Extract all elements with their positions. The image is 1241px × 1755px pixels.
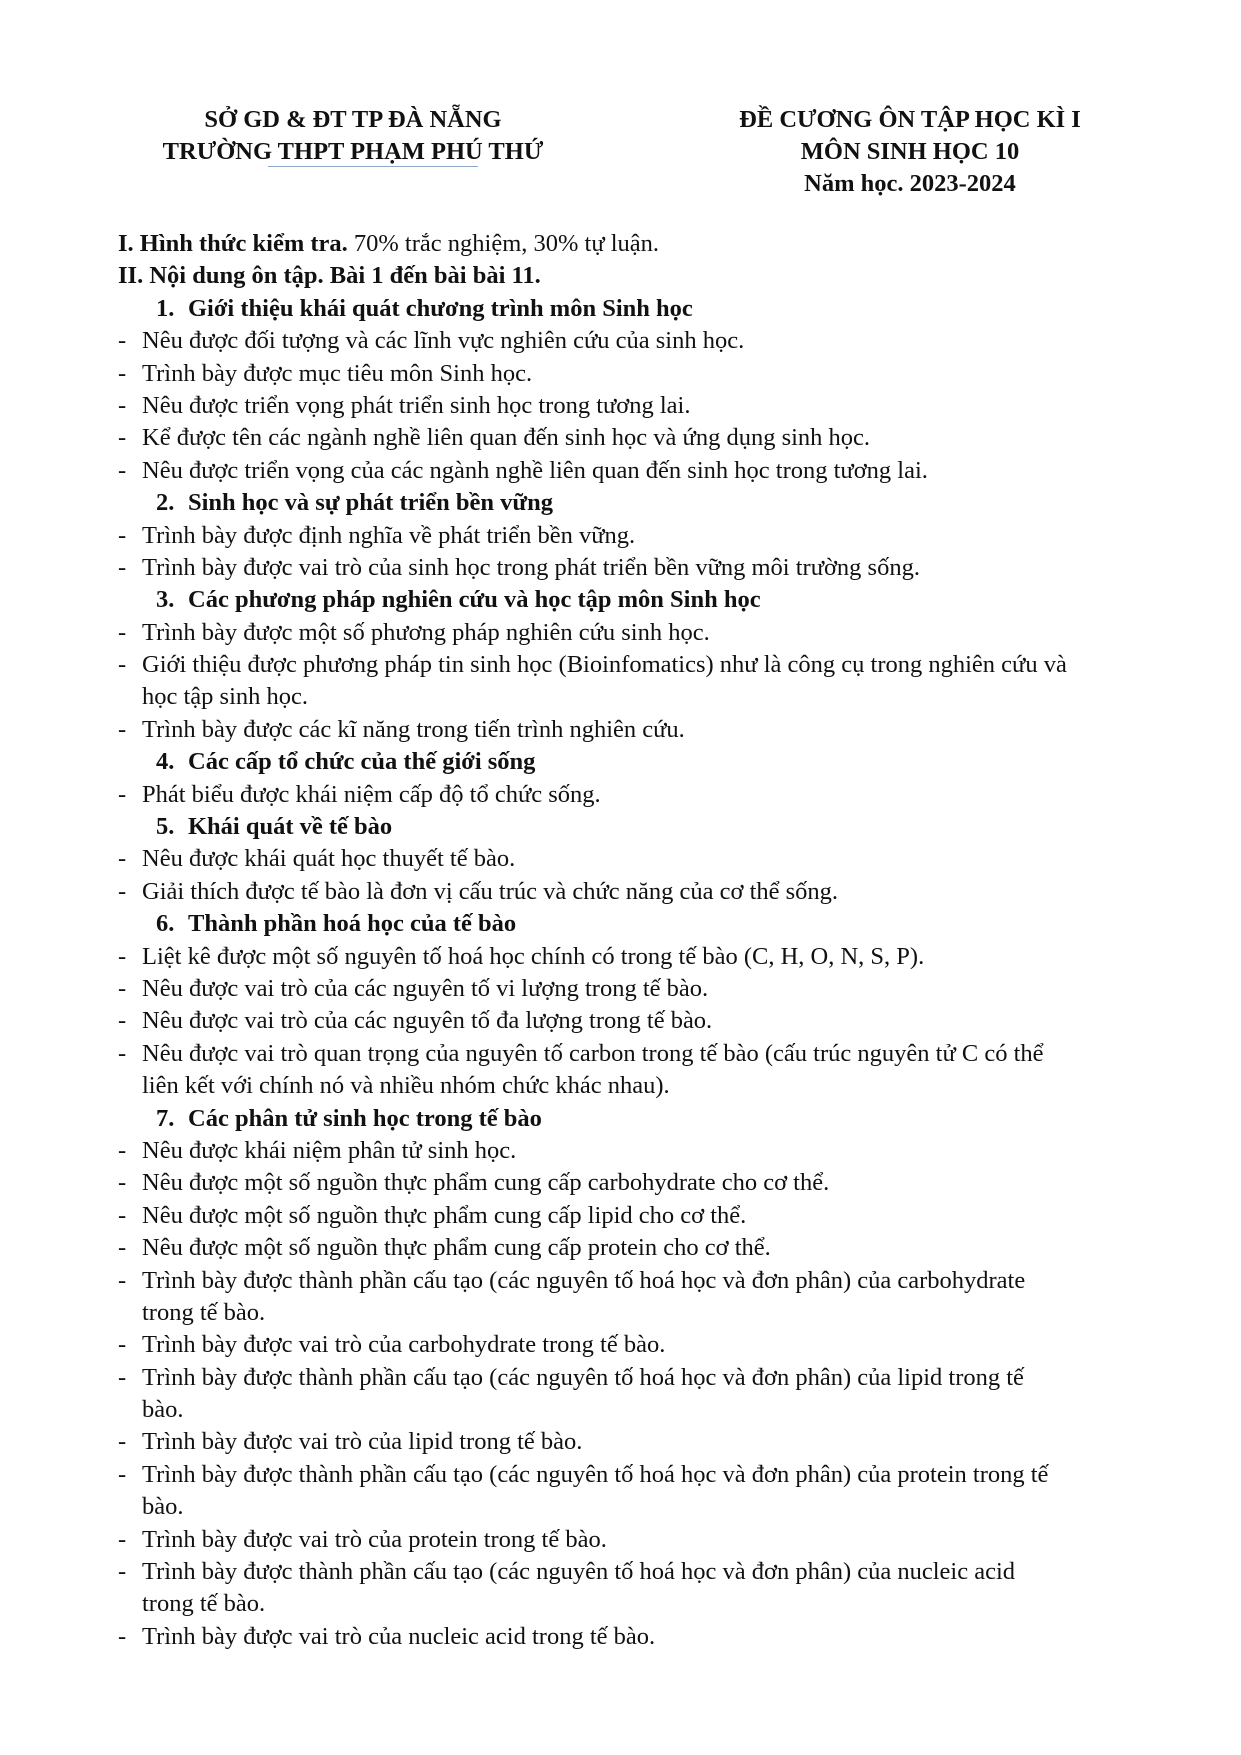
document-title: ĐỀ CƯƠNG ÔN TẬP HỌC KÌ I [739, 106, 1081, 133]
list-item [118, 973, 1178, 1005]
document-body [118, 228, 1178, 1653]
exam-format-line [118, 228, 1178, 260]
list-item-continuation [118, 1491, 1178, 1523]
section-number: 7. [156, 1104, 175, 1132]
school-info [118, 104, 588, 168]
school-year: Năm học. 2023-2024 [804, 170, 1016, 197]
section-heading [118, 1103, 1178, 1135]
list-item [118, 422, 1178, 454]
list-item [118, 843, 1178, 875]
list-item-continuation [118, 681, 1178, 713]
bullet-dash: - [118, 327, 127, 355]
bullet-dash: - [118, 651, 127, 679]
bullet-dash: - [118, 1266, 127, 1294]
list-item-text: Trình bày được thành phần cấu tạo (các nguyên tố hoá học và đơn phân) của protein trong tế [142, 1460, 1049, 1488]
bullet-dash: - [118, 1331, 127, 1359]
list-item-text: Trình bày được thành phần cấu tạo (các nguyên tố hoá học và đơn phân) của carbohydrate [142, 1266, 1026, 1294]
list-item [118, 455, 1178, 487]
list-item-text: trong tế bào. [142, 1298, 266, 1326]
list-item-text: trong tế bào. [142, 1590, 266, 1618]
list-item-text: Nêu được đối tượng và các lĩnh vực nghiên cứu của sinh học. [142, 327, 745, 355]
bullet-dash: - [118, 780, 127, 808]
bullet-dash: - [118, 1169, 127, 1197]
bullet-dash: - [118, 974, 127, 1002]
list-item-text: Trình bày được mục tiêu môn Sinh học. [142, 359, 533, 387]
list-item-text: Nêu được vai trò của các nguyên tố đa lượng trong tế bào. [142, 1007, 713, 1035]
bullet-dash: - [118, 715, 127, 743]
department-name: SỞ GD & ĐT TP ĐÀ NẴNG [204, 106, 502, 133]
bullet-dash: - [118, 1136, 127, 1164]
bullet-dash: - [118, 1460, 127, 1488]
section-heading [118, 811, 1178, 843]
list-item-text: Trình bày được một số phương pháp nghiên cứu sinh học. [142, 618, 710, 646]
list-item-text: liên kết với chính nó và nhiều nhóm chức khác nhau). [142, 1072, 670, 1100]
list-item [118, 1167, 1178, 1199]
section-title: Các phương pháp nghiên cứu và học tập môn Sinh học [188, 586, 761, 614]
list-item-text: học tập sinh học. [142, 683, 309, 711]
school-name: TRƯỜNG THPT PHẠM PHÚ THỨ [163, 136, 544, 168]
section-title: Thành phần hoá học của tế bào [188, 910, 517, 938]
list-item-text: Phát biểu được khái niệm cấp độ tổ chức sống. [142, 780, 601, 808]
list-item [118, 520, 1178, 552]
list-item [118, 1621, 1178, 1653]
section-list [118, 293, 1178, 1653]
list-item [118, 1200, 1178, 1232]
list-item [118, 1005, 1178, 1037]
list-item [118, 390, 1178, 422]
section-title: Các phân tử sinh học trong tế bào [188, 1104, 542, 1132]
list-item [118, 779, 1178, 811]
section-number: 1. [156, 294, 175, 322]
list-item-text: Liệt kê được một số nguyên tố hoá học chính có trong tế bào (C, H, O, N, S, P). [142, 942, 925, 970]
exam-format-label: I. Hình thức kiểm tra. [118, 230, 348, 257]
bullet-dash: - [118, 1525, 127, 1553]
list-item-text: Nêu được khái quát học thuyết tế bào. [142, 845, 516, 873]
list-item-text: Trình bày được định nghĩa về phát triển bền vững. [142, 521, 636, 549]
bullet-dash: - [118, 1622, 127, 1650]
list-item [118, 1459, 1178, 1491]
bullet-dash: - [118, 1558, 127, 1586]
bullet-dash: - [118, 877, 127, 905]
list-item-text: Nêu được khái niệm phân tử sinh học. [142, 1136, 517, 1164]
list-item-text: Trình bày được vai trò của lipid trong tế bào. [142, 1428, 583, 1456]
bullet-dash: - [118, 618, 127, 646]
bullet-dash: - [118, 521, 127, 549]
list-item-text: Trình bày được thành phần cấu tạo (các nguyên tố hoá học và đơn phân) của nucleic acid [142, 1558, 1016, 1586]
list-item [118, 649, 1178, 681]
list-item [118, 325, 1178, 357]
bullet-dash: - [118, 1201, 127, 1229]
bullet-dash: - [118, 1007, 127, 1035]
list-item-text: bào. [142, 1396, 184, 1424]
exam-format-text: 70% trắc nghiệm, 30% tự luận. [347, 230, 660, 257]
bullet-dash: - [118, 845, 127, 873]
section-heading [118, 908, 1178, 940]
bullet-dash: - [118, 1428, 127, 1456]
section-number: 3. [156, 586, 175, 614]
list-item [118, 714, 1178, 746]
list-item [118, 1426, 1178, 1458]
bullet-dash: - [118, 456, 127, 484]
list-item-text: Kể được tên các ngành nghề liên quan đến sinh học và ứng dụng sinh học. [142, 424, 871, 452]
review-content-heading: II. Nội dung ôn tập. Bài 1 đến bài bài 11. [118, 262, 541, 290]
list-item [118, 617, 1178, 649]
list-item-text: Nêu được một số nguồn thực phẩm cung cấp protein cho cơ thể. [142, 1234, 771, 1262]
list-item [118, 358, 1178, 390]
section-heading [118, 293, 1178, 325]
bullet-dash: - [118, 553, 127, 581]
section-title: Khái quát về tế bào [188, 813, 393, 841]
list-item [118, 1038, 1178, 1070]
bullet-dash: - [118, 424, 127, 452]
section-number: 6. [156, 910, 175, 938]
list-item-text: Nêu được một số nguồn thực phẩm cung cấp lipid cho cơ thể. [142, 1201, 747, 1229]
list-item-text: Trình bày được các kĩ năng trong tiến trình nghiên cứu. [142, 715, 685, 743]
list-item-continuation [118, 1070, 1178, 1102]
list-item-continuation [118, 1588, 1178, 1620]
list-item [118, 1524, 1178, 1556]
section-number: 2. [156, 489, 175, 517]
bullet-dash: - [118, 1363, 127, 1391]
bullet-dash: - [118, 391, 127, 419]
document-title-block [690, 104, 1130, 200]
section-heading [118, 584, 1178, 616]
document-header [0, 104, 1241, 214]
section-title: Giới thiệu khái quát chương trình môn Sinh học [188, 294, 693, 322]
subject-name: MÔN SINH HỌC 10 [800, 138, 1020, 165]
list-item [118, 1362, 1178, 1394]
list-item [118, 1265, 1178, 1297]
list-item [118, 876, 1178, 908]
list-item [118, 1232, 1178, 1264]
bullet-dash: - [118, 1039, 127, 1067]
list-item-continuation [118, 1297, 1178, 1329]
list-item [118, 552, 1178, 584]
section-number: 4. [156, 748, 175, 776]
list-item-text: Nêu được triển vọng phát triển sinh học trong tương lai. [142, 391, 691, 419]
list-item [118, 1329, 1178, 1361]
section-title: Sinh học và sự phát triển bền vững [188, 489, 553, 517]
list-item [118, 1556, 1178, 1588]
section-heading [118, 487, 1178, 519]
list-item-continuation [118, 1394, 1178, 1426]
list-item [118, 941, 1178, 973]
list-item-text: Trình bày được vai trò của sinh học trong phát triển bền vững môi trường sống. [142, 553, 920, 581]
list-item-text: bào. [142, 1493, 184, 1521]
section-number: 5. [156, 813, 175, 841]
list-item-text: Giải thích được tế bào là đơn vị cấu trúc và chức năng của cơ thể sống. [142, 877, 839, 905]
list-item-text: Trình bày được thành phần cấu tạo (các nguyên tố hoá học và đơn phân) của lipid trong tế [142, 1363, 1024, 1391]
list-item-text: Nêu được vai trò quan trọng của nguyên tố carbon trong tế bào (cấu trúc nguyên tử C có thể [142, 1039, 1044, 1067]
list-item-text: Nêu được triển vọng của các ngành nghề liên quan đến sinh học trong tương lai. [142, 456, 928, 484]
list-item-text: Trình bày được vai trò của carbohydrate trong tế bào. [142, 1331, 666, 1359]
bullet-dash: - [118, 359, 127, 387]
bullet-dash: - [118, 1234, 127, 1262]
list-item [118, 1135, 1178, 1167]
bullet-dash: - [118, 942, 127, 970]
list-item-text: Trình bày được vai trò của nucleic acid trong tế bào. [142, 1622, 656, 1650]
list-item-text: Trình bày được vai trò của protein trong tế bào. [142, 1525, 607, 1553]
list-item-text: Giới thiệu được phương pháp tin sinh học (Bioinfomatics) như là công cụ trong nghiên cứu và [142, 651, 1067, 679]
section-title: Các cấp tổ chức của thế giới sống [188, 748, 536, 776]
section-heading [118, 746, 1178, 778]
list-item-text: Nêu được một số nguồn thực phẩm cung cấp carbohydrate cho cơ thể. [142, 1169, 830, 1197]
list-item-text: Nêu được vai trò của các nguyên tố vi lượng trong tế bào. [142, 974, 709, 1002]
